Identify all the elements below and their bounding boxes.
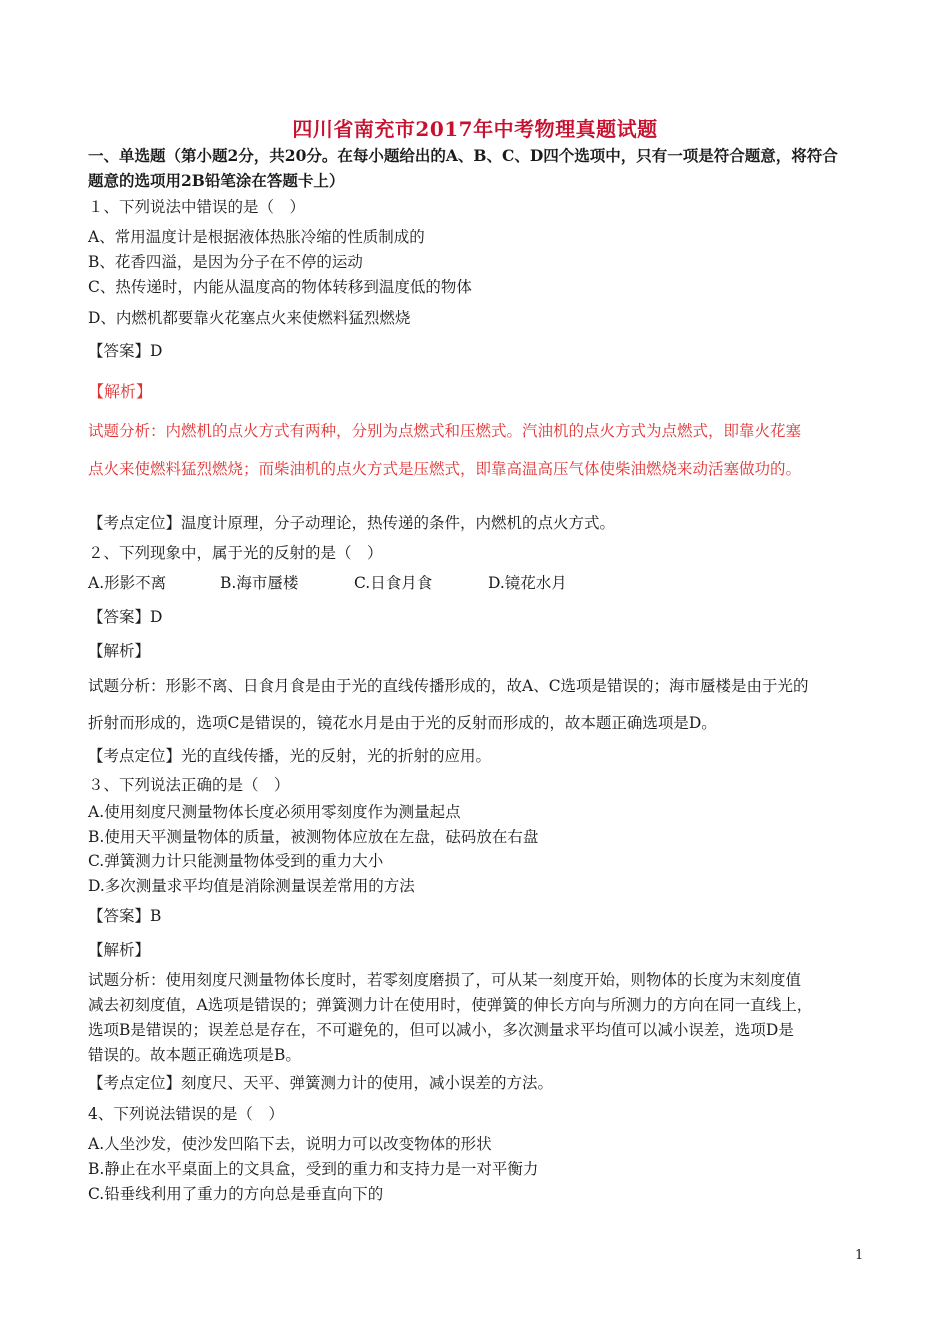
q1-analysis-line2: 点火来使燃料猛烈燃烧；而柴油机的点火方式是压燃式，即靠高温高压气体使柴油燃烧来动活塞做功的。 [88, 460, 802, 478]
q3-analysis-line2: 减去初刻度值，A选项是错误的；弹簧测力计在使用时，使弹簧的伸长方向与所测力的方向在同一直线上， [88, 996, 813, 1014]
q3-option-c: C.弹簧测力计只能测量物体受到的重力大小 [88, 852, 384, 870]
page-number: 1 [855, 1248, 864, 1263]
q3-analysis-line3: 选项B是错误的；误差总是存在，不可避免的，但可以减小，多次测量求平均值可以减小误差，选项D是 [88, 1021, 794, 1039]
q1-option-a: A、常用温度计是根据液体热胀冷缩的性质制成的 [88, 228, 425, 246]
q2-analysis-line1: 试题分析：形影不离、日食月食是由于光的直线传播形成的，故A、C选项是错误的；海市蜃楼是由于光的 [88, 677, 809, 695]
q1-stem: １、下列说法中错误的是（ ） [88, 198, 306, 216]
q3-option-d: D.多次测量求平均值是消除测量误差常用的方法 [88, 877, 415, 895]
q4-stem: 4、下列说法错误的是（ ） [88, 1105, 284, 1123]
q3-analysis-line4: 错误的。故本题正确选项是B。 [88, 1046, 301, 1064]
q1-answer: 【答案】D [88, 342, 163, 360]
q2-analysis-line2: 折射而形成的，选项C是错误的，镜花水月是由于光的反射而形成的，故本题正确选项是D。 [88, 714, 717, 732]
q1-analysis-line1: 试题分析：内燃机的点火方式有两种，分别为点燃式和压燃式。汽油机的点火方式为点燃式，即靠火花塞 [88, 422, 802, 440]
q3-kaodian: 【考点定位】刻度尺、天平、弹簧测力计的使用，减小误差的方法。 [88, 1074, 554, 1092]
q3-analysis-label: 【解析】 [88, 941, 151, 959]
q2-option-c: C.日食月食 [354, 574, 433, 592]
q3-stem: ３、下列说法正确的是（ ） [88, 776, 290, 794]
q3-answer: 【答案】B [88, 907, 162, 925]
q2-answer: 【答案】D [88, 608, 163, 626]
q2-analysis-label: 【解析】 [88, 642, 151, 660]
page-title: 四川省南充市2017年中考物理真题试题 [292, 117, 658, 141]
q4-option-b: B.静止在水平桌面上的文具盒，受到的重力和支持力是一对平衡力 [88, 1160, 539, 1178]
q2-kaodian: 【考点定位】光的直线传播，光的反射，光的折射的应用。 [88, 747, 492, 765]
q4-option-a: A.人坐沙发，使沙发凹陷下去，说明力可以改变物体的形状 [88, 1135, 492, 1153]
q2-option-d: D.镜花水月 [488, 574, 567, 592]
q3-option-a: A.使用刻度尺测量物体长度必须用零刻度作为测量起点 [88, 803, 461, 821]
section-heading-line1: 一、单选题（第小题2分，共20分。在每小题给出的A、B、C、D四个选项中，只有一项是符合题意，将符合 [88, 146, 838, 165]
q3-option-b: B.使用天平测量物体的质量，被测物体应放在左盘，砝码放在右盘 [88, 828, 539, 846]
q1-analysis-label: 【解析】 [88, 382, 153, 401]
q2-options [88, 573, 567, 593]
q2-stem: ２、下列现象中，属于光的反射的是（ ） [88, 544, 383, 562]
q1-option-b: B、花香四溢，是因为分子在不停的运动 [88, 253, 363, 271]
q4-option-c: C.铅垂线利用了重力的方向总是垂直向下的 [88, 1185, 384, 1203]
q1-option-c: C、热传递时，内能从温度高的物体转移到温度低的物体 [88, 278, 472, 296]
q2-option-b: B.海市蜃楼 [220, 574, 299, 592]
q2-option-a: A.形影不离 [88, 574, 167, 592]
q1-option-d: D、内燃机都要靠火花塞点火来使燃料猛烈燃烧 [88, 309, 411, 327]
q1-kaodian: 【考点定位】温度计原理，分子动理论，热传递的条件，内燃机的点火方式。 [88, 514, 616, 532]
section-heading-line2: 题意的选项用2B铅笔涂在答题卡上） [88, 171, 345, 190]
q3-analysis-line1: 试题分析：使用刻度尺测量物体长度时，若零刻度磨损了，可从某一刻度开始，则物体的长度为末刻度值 [88, 971, 802, 989]
